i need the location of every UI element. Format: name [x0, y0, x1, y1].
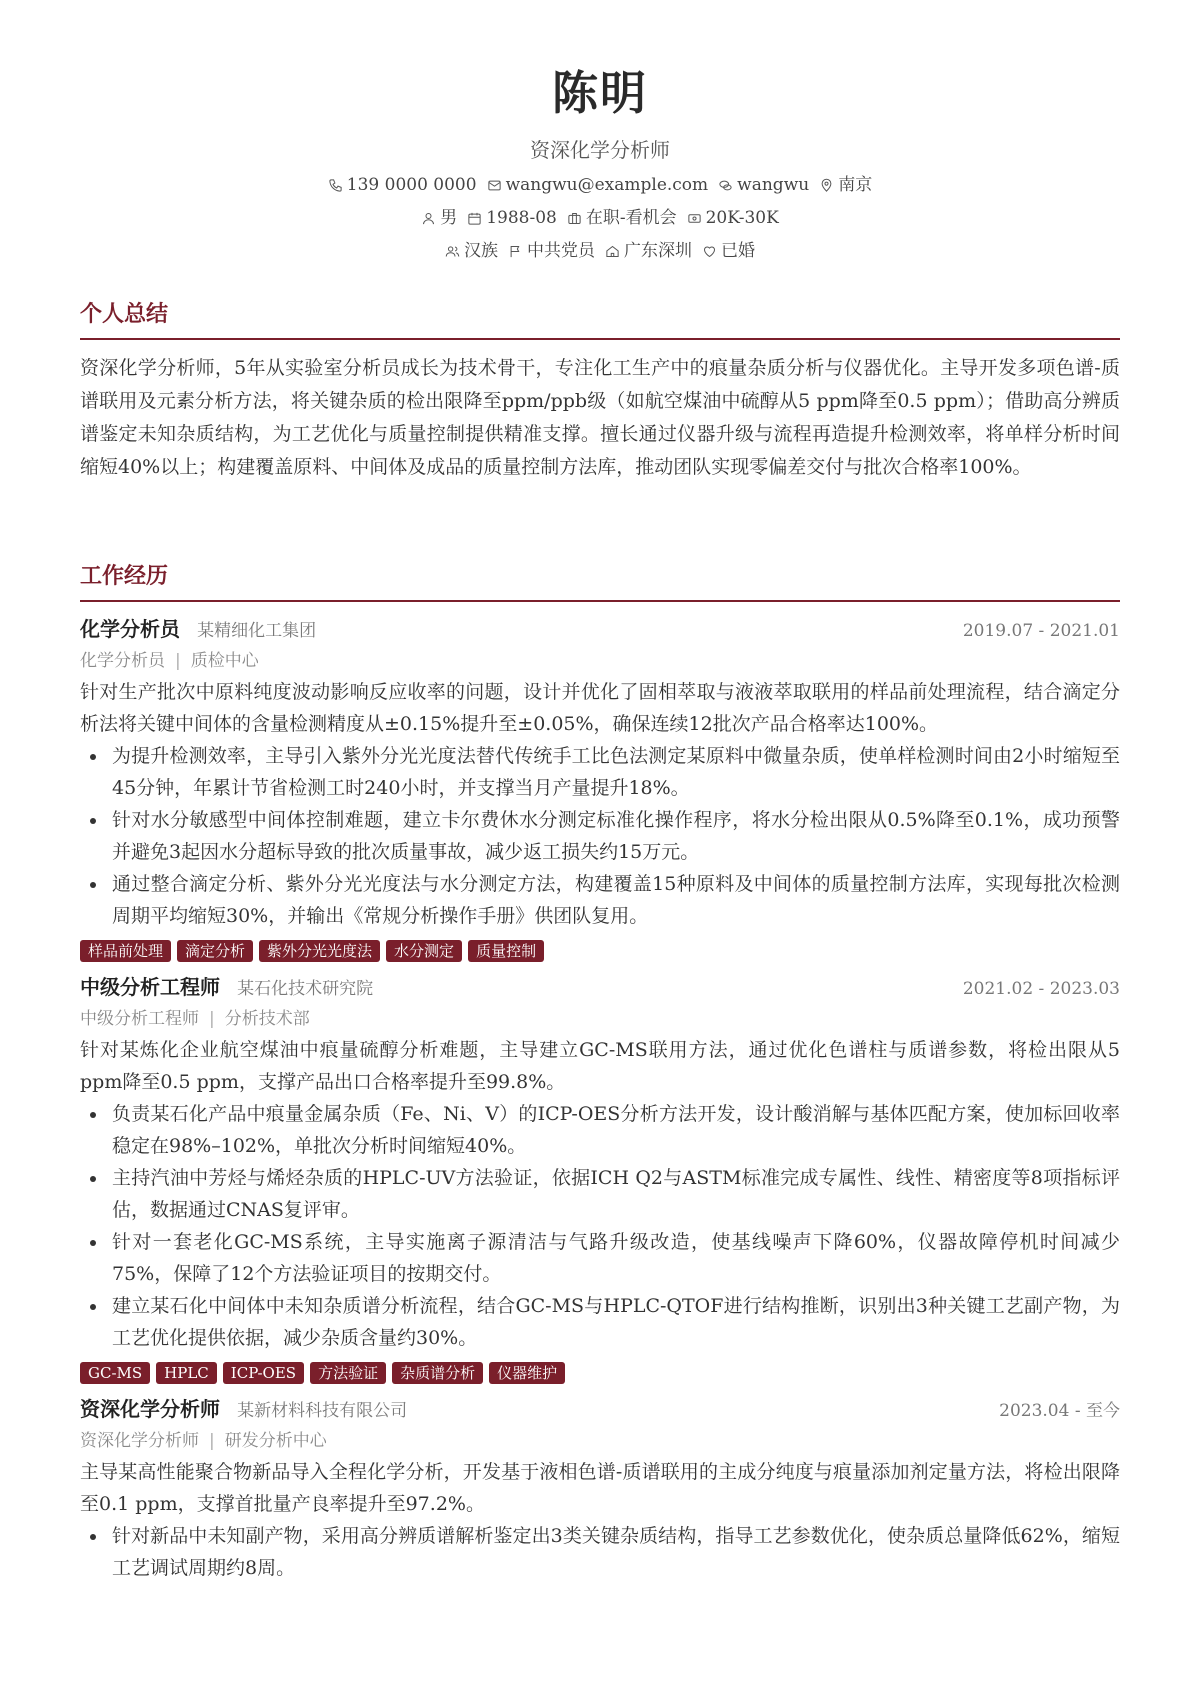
email-item [487, 173, 709, 197]
job-date: 2021.02 - 2023.03 [962, 979, 1120, 999]
job-position: 资深化学分析师 [80, 1431, 199, 1451]
skill-tag: 滴定分析 [177, 940, 253, 962]
bullet-item: 主持汽油中芳烃与烯烃杂质的HPLC-UV方法验证，依据ICH Q2与ASTM标准完成专属性、线性、精密度等8项指标评估，数据通过CNAS复评审。 [80, 1162, 1120, 1226]
experience-heading: 工作经历 [80, 560, 1120, 602]
extra-row [0, 239, 1200, 263]
company-name: 某石化技术研究院 [237, 979, 374, 999]
company-name: 某新材料科技有限公司 [237, 1401, 408, 1421]
birth-text: 1988-08 [486, 208, 557, 228]
job-department: 研发分析中心 [224, 1431, 327, 1451]
mail-icon [487, 178, 502, 193]
bullet-item: 通过整合滴定分析、紫外分光光度法与水分测定方法，构建覆盖15种原料及中间体的质量控制方法库，实现每批次检测周期平均缩短30%，并输出《常规分析操作手册》供团队复用。 [80, 868, 1120, 932]
status-text: 在职-看机会 [585, 208, 677, 228]
job-subtitle [80, 1004, 1120, 1034]
bullet-item: 针对水分敏感型中间体控制难题，建立卡尔费休水分测定标准化操作程序，将水分检出限从0.5%降至0.1%，成功预警并避免3起因水分超标导致的批次质量事故，减少返工损失约15万元。 [80, 804, 1120, 868]
job-bullets [80, 1098, 1120, 1354]
status-item [567, 206, 677, 230]
summary-heading: 个人总结 [80, 298, 1120, 340]
job-header [80, 614, 1120, 646]
salary-icon [687, 211, 702, 226]
separator: | [209, 1009, 215, 1029]
job-department: 分析技术部 [224, 1009, 310, 1029]
separator: | [209, 1431, 215, 1451]
candidate-title: 资深化学分析师 [530, 138, 670, 162]
marital-text: 已婚 [721, 241, 755, 261]
briefcase-icon [567, 211, 582, 226]
skill-tag: 仪器维护 [489, 1362, 565, 1384]
job-entry [80, 972, 1120, 1384]
user-icon [421, 211, 436, 226]
skill-tag: GC-MS [80, 1362, 150, 1384]
location-text: 南京 [838, 175, 873, 195]
hometown-text: 广东深圳 [624, 241, 692, 261]
politics-item [508, 239, 595, 263]
home-icon [605, 244, 620, 259]
job-date: 2023.04 - 至今 [999, 1401, 1120, 1421]
job-position: 化学分析员 [80, 651, 165, 671]
skill-tag: 水分测定 [386, 940, 462, 962]
summary-section [80, 298, 1120, 484]
summary-text: 资深化学分析师，5年从实验室分析员成长为技术骨干，专注化工生产中的痕量杂质分析与仪器优化。主导开发多项色谱-质谱联用及元素分析方法，将关键杂质的检出限降至ppm/ppb级（如航空煤油中硫醇从5 ppm降至0.5 ppm）；借助高分辨质谱鉴定未知杂质结构，为工艺优化与质量控制提供精准支撑。擅长通过仪器升级与流程再造提升检测效率，将单样分析时间缩短40%以上；构建覆盖原料、中间体及成品的质量控制方法库，推动团队实现零偏差交付与批次合格率100%。 [80, 357, 1120, 478]
location-icon [819, 178, 834, 193]
bullet-item: 负责某石化产品中痕量金属杂质（Fe、Ni、V）的ICP-OES分析方法开发，设计酸消解与基体匹配方案，使加标回收率稳定在98%–102%，单批次分析时间缩短40%。 [80, 1098, 1120, 1162]
skill-tags [80, 940, 1120, 962]
skill-tag: 杂质谱分析 [392, 1362, 483, 1384]
calendar-icon [467, 211, 482, 226]
wechat-text: wangwu [737, 175, 810, 195]
people-icon [445, 244, 460, 259]
phone-item [328, 173, 477, 197]
job-date: 2019.07 - 2021.01 [962, 621, 1120, 641]
salary-item [687, 206, 779, 230]
job-title: 资深化学分析师 [80, 1397, 220, 1421]
skill-tag: HPLC [156, 1362, 217, 1384]
job-header [80, 1394, 1120, 1426]
job-summary: 针对生产批次中原料纯度波动影响反应收率的问题，设计并优化了固相萃取与液液萃取联用的样品前处理流程，结合滴定分析法将关键中间体的含量检测精度从±0.15%提升至±0.05%，确保连续12批次产品合格率达100%。 [80, 681, 1120, 735]
separator: | [175, 651, 181, 671]
skill-tag: 方法验证 [310, 1362, 386, 1384]
company-name: 某精细化工集团 [197, 621, 317, 641]
job-title: 化学分析员 [80, 617, 180, 641]
bullet-item: 建立某石化中间体中未知杂质谱分析流程，结合GC-MS与HPLC-QTOF进行结构推断，识别出3种关键工艺副产物，为工艺优化提供依据，减少杂质含量约30%。 [80, 1290, 1120, 1354]
experience-section [80, 560, 1120, 1584]
gender-text: 男 [440, 208, 458, 228]
location-item [819, 173, 872, 197]
job-summary: 主导某高性能聚合物新品导入全程化学分析，开发基于液相色谱-质谱联用的主成分纯度与痕量添加剂定量方法，将检出限降至0.1 ppm，支撑首批量产良率提升至97.2%。 [80, 1461, 1120, 1515]
job-summary: 针对某炼化企业航空煤油中痕量硫醇分析难题，主导建立GC-MS联用方法，通过优化色谱柱与质谱参数，将检出限从5 ppm降至0.5 ppm，支撑产品出口合格率提升至99.8%。 [80, 1039, 1120, 1093]
job-position: 中级分析工程师 [80, 1009, 199, 1029]
salary-text: 20K-30K [705, 208, 779, 228]
wechat-icon [718, 178, 733, 193]
ethnicity-text: 汉族 [464, 241, 498, 261]
job-department: 质检中心 [190, 651, 259, 671]
skill-tag: 紫外分光光度法 [259, 940, 380, 962]
job-subtitle [80, 646, 1120, 676]
hometown-item [605, 239, 692, 263]
bullet-item: 针对一套老化GC-MS系统，主导实施离子源清洁与气路升级改造，使基线噪声下降60%，仪器故障停机时间减少75%，保障了12个方法验证项目的按期交付。 [80, 1226, 1120, 1290]
skill-tag: 样品前处理 [80, 940, 171, 962]
wechat-item [718, 173, 809, 197]
job-entry [80, 614, 1120, 962]
personal-row [0, 206, 1200, 230]
phone-icon [328, 178, 343, 193]
candidate-name: 陈明 [552, 66, 648, 120]
phone-text: 139 0000 0000 [346, 175, 477, 195]
job-header [80, 972, 1120, 1004]
birth-item [467, 206, 557, 230]
ethnicity-item [445, 239, 498, 263]
contact-row [0, 173, 1200, 197]
job-subtitle [80, 1426, 1120, 1456]
skill-tag: 质量控制 [468, 940, 544, 962]
job-bullets [80, 740, 1120, 932]
resume-header [0, 0, 1200, 263]
skill-tags [80, 1362, 1120, 1384]
bullet-item: 为提升检测效率，主导引入紫外分光光度法替代传统手工比色法测定某原料中微量杂质，使单样检测时间由2小时缩短至45分钟，年累计节省检测工时240小时，并支撑当月产量提升18%。 [80, 740, 1120, 804]
job-bullets [80, 1520, 1120, 1584]
politics-text: 中共党员 [527, 241, 595, 261]
marital-item [702, 239, 755, 263]
flag-icon [508, 244, 523, 259]
job-title: 中级分析工程师 [80, 975, 220, 999]
job-entry [80, 1394, 1120, 1584]
gender-item [421, 206, 457, 230]
skill-tag: ICP-OES [223, 1362, 304, 1384]
heart-icon [702, 244, 717, 259]
bullet-item: 针对新品中未知副产物，采用高分辨质谱解析鉴定出3类关键杂质结构，指导工艺参数优化，使杂质总量降低62%，缩短工艺调试周期约8周。 [80, 1520, 1120, 1584]
email-text: wangwu@example.com [505, 175, 709, 195]
